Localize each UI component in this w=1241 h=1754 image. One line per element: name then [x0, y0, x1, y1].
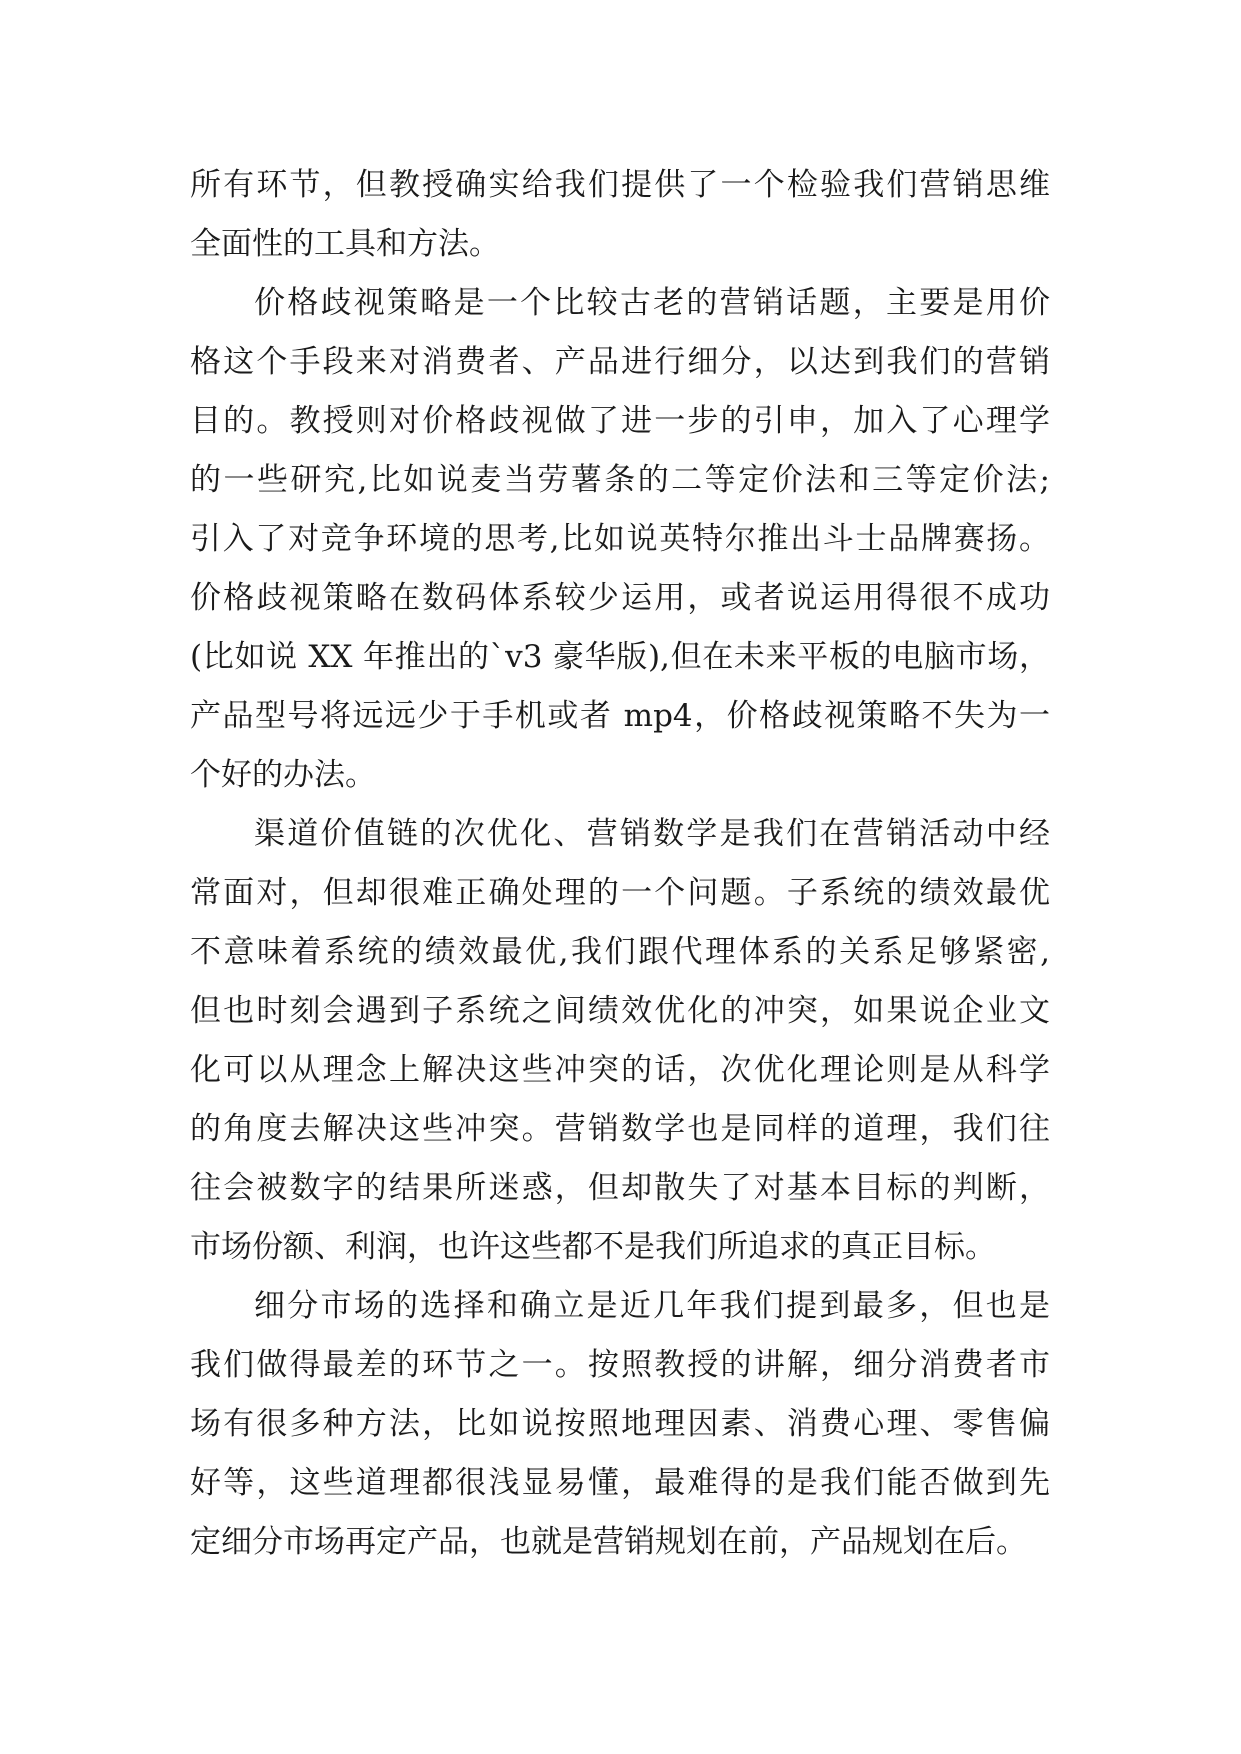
text-line: 渠道价值链的次优化、营销数学是我们在营销活动中经	[254, 816, 1050, 852]
text-line: 细分市场的选择和确立是近几年我们提到最多，但也是	[254, 1288, 1050, 1324]
text-line: 格这个手段来对消费者、产品进行细分，以达到我们的营销	[190, 344, 1050, 380]
text-line: 所有环节，但教授确实给我们提供了一个检验我们营销思维	[190, 167, 1050, 203]
text-line: 目的。教授则对价格歧视做了进一步的引申，加入了心理学	[190, 403, 1050, 439]
text-line: 好等，这些道理都很浅显易懂，最难得的是我们能否做到先	[190, 1465, 1050, 1501]
text-line: 定细分市场再定产品，也就是营销规划在前，产品规划在后。	[190, 1524, 1027, 1560]
text-line: (比如说 XX 年推出的`v3 豪华版),但在未来平板的电脑市场，	[190, 639, 1050, 675]
text-line: 场有很多种方法，比如说按照地理因素、消费心理、零售偏	[190, 1406, 1050, 1442]
document-body	[190, 156, 1050, 1572]
paragraph-4	[190, 1277, 1050, 1572]
text-line: 价格歧视策略是一个比较古老的营销话题，主要是用价	[254, 285, 1050, 321]
text-line: 价格歧视策略在数码体系较少运用，或者说运用得很不成功	[190, 580, 1050, 616]
text-line: 化可以从理念上解决这些冲突的话，次优化理论则是从科学	[190, 1052, 1050, 1088]
paragraph-1	[190, 156, 1050, 274]
text-line: 产品型号将远远少于手机或者 mp4，价格歧视策略不失为一	[190, 698, 1050, 734]
paragraph-2	[190, 274, 1050, 805]
text-line: 常面对，但却很难正确处理的一个问题。子系统的绩效最优	[190, 875, 1050, 911]
text-line: 个好的办法。	[190, 757, 376, 793]
text-line: 引入了对竞争环境的思考,比如说英特尔推出斗士品牌赛扬。	[190, 521, 1050, 557]
text-line: 不意味着系统的绩效最优,我们跟代理体系的关系足够紧密,	[190, 934, 1050, 970]
text-line: 但也时刻会遇到子系统之间绩效优化的冲突，如果说企业文	[190, 993, 1050, 1029]
text-line: 市场份额、利润，也许这些都不是我们所追求的真正目标。	[190, 1229, 996, 1265]
paragraph-3	[190, 805, 1050, 1277]
text-line: 的角度去解决这些冲突。营销数学也是同样的道理，我们往	[190, 1111, 1050, 1147]
text-line: 全面性的工具和方法。	[190, 226, 500, 262]
text-line: 我们做得最差的环节之一。按照教授的讲解，细分消费者市	[190, 1347, 1050, 1383]
text-line: 的一些研究,比如说麦当劳薯条的二等定价法和三等定价法;	[190, 462, 1050, 498]
text-line: 往会被数字的结果所迷惑，但却散失了对基本目标的判断，	[190, 1170, 1050, 1206]
